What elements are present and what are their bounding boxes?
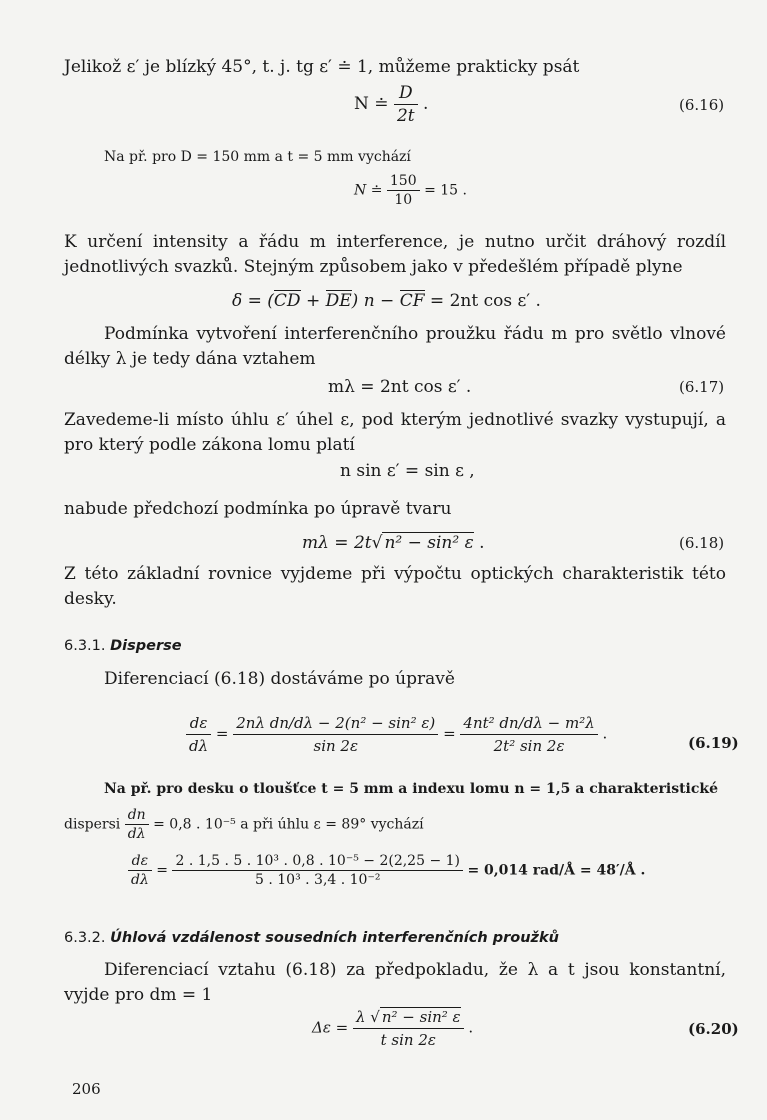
equation-number-6-18: (6.18) <box>679 534 725 552</box>
eqdelta-lhs: δ = ( <box>232 291 274 311</box>
calc-lhs-num: dε <box>128 852 152 871</box>
eq619-eq-1: = <box>215 724 229 743</box>
eq616-lhs: N ≐ <box>354 94 389 114</box>
equation-number-6-19: (6.19) <box>688 734 739 752</box>
section-heading-6-3-2 <box>64 930 559 946</box>
eqN-lhs: N ≐ <box>354 182 383 199</box>
eq619-f1-num: 2nλ dn/dλ − 2(n² − sin² ε) <box>233 712 438 735</box>
example-line-2: Na př. pro desku o tloušťce t = 5 mm a indexu lomu n = 1,5 a charakteristické <box>104 781 718 797</box>
eq620-lhs: Δε = <box>312 1018 349 1037</box>
eq616-den: 2t <box>396 106 415 126</box>
calc-rhs: = 0,014 rad/Å = 48′/Å . <box>467 862 646 879</box>
section-number: 6.3.1. <box>64 638 106 654</box>
disp-label: dispersi <box>64 816 121 833</box>
eq618-radicand: n² − sin² ε <box>384 533 474 553</box>
disp-den: dλ <box>127 826 146 842</box>
eqN-den: 10 <box>394 192 413 208</box>
eq619-f2-num: 4nt² dn/dλ − m²λ <box>460 712 597 735</box>
section-heading-6-3-1 <box>64 638 182 654</box>
eq616-tail: . <box>423 94 429 114</box>
eq619-fraction-2 <box>460 712 597 757</box>
eqN-rhs: = 15 . <box>424 182 467 199</box>
equation-number-6-20: (6.20) <box>688 1020 739 1038</box>
eqdelta-plus: + <box>300 291 326 311</box>
equation-n-value <box>354 172 467 209</box>
dispersion-line <box>64 806 424 843</box>
eq619-eq-2: = <box>443 724 456 743</box>
section-title: Disperse <box>110 638 182 654</box>
equation-6-18 <box>302 532 485 554</box>
calc-fraction <box>172 852 463 889</box>
calc-lhs-den: dλ <box>131 872 149 888</box>
calc-lhs <box>128 852 152 889</box>
paragraph-3: Zavedeme-li místo úhlu ε′ úhel ε, pod kterým jednotlivé svazky vystupují, a pro který podle zákona lomu platí <box>64 410 726 455</box>
equation-6-16 <box>354 82 428 127</box>
paragraph-5: Diferenciací vztahu (6.18) za předpokladu, že λ a t jsou konstantní, vyjde pro dm = 1 <box>64 960 726 1005</box>
equation-snell: n sin ε′ = sin ε , <box>340 461 475 481</box>
equation-calculation <box>128 852 645 889</box>
equation-6-17: mλ = 2nt cos ε′ . <box>328 377 472 397</box>
eqN-num: 150 <box>387 172 420 191</box>
eqN-fraction <box>387 172 420 209</box>
eq616-num: D <box>394 82 418 105</box>
page-number: 206 <box>72 1080 101 1098</box>
eq619-lhs <box>186 712 211 757</box>
eq620-tail: . <box>468 1018 474 1037</box>
paragraph-4: Z této základní rovnice vyjdeme při výpočtu optických charakteristik této desky. <box>64 564 726 609</box>
eq619-fraction-1 <box>233 712 438 757</box>
eq619-f1-den: sin 2ε <box>313 737 359 755</box>
eqdelta-cd: CD <box>273 291 301 311</box>
equation-delta <box>232 290 541 312</box>
disp-fraction <box>125 806 149 843</box>
section-number: 6.3.2. <box>64 930 106 946</box>
eq618-tail: . <box>473 533 485 553</box>
equation-number-6-16: (6.16) <box>679 96 725 114</box>
sqrt-icon: √ <box>370 1008 380 1026</box>
eq620-fraction <box>353 1006 464 1051</box>
text-line-nabude: nabude předchozí podmínka po úpravě tvaru <box>64 499 452 519</box>
paragraph-1: K určení intensity a řádu m interference, je nutno určit dráhový rozdíl jednotlivých svazků. Stejným způsobem jako v předešlém případě plyne <box>64 232 726 277</box>
eq618-lhs: mλ = 2t <box>302 533 372 553</box>
sqrt-icon: √ <box>371 533 383 553</box>
disp-rhs: = 0,8 . 10⁻⁵ a při úhlu ε = 89° vychází <box>153 816 424 833</box>
paragraph-2: Podmínka vytvoření interferenčního proužku řádu m pro světlo vlnové délky λ je tedy dána vztahem <box>64 324 726 369</box>
equation-number-6-17: (6.17) <box>679 378 725 396</box>
eq619-f2-den: 2t² sin 2ε <box>493 737 565 755</box>
eq620-num-pre: λ <box>356 1008 371 1026</box>
calc-den: 5 . 10³ . 3,4 . 10⁻² <box>255 872 381 888</box>
eqdelta-rhs: = 2nt cos ε′ . <box>424 291 541 311</box>
eq620-num <box>353 1006 464 1029</box>
section-title: Úhlová vzdálenost sousedních interferenčních proužků <box>110 930 559 946</box>
eq616-fraction <box>394 82 418 127</box>
eq619-lhs-num: dε <box>186 712 211 735</box>
example-line-1: Na př. pro D = 150 mm a t = 5 mm vychází <box>104 149 411 165</box>
eqdelta-de: DE <box>325 291 352 311</box>
calc-eq: = <box>156 862 169 879</box>
eq619-tail: . <box>602 724 608 743</box>
equation-6-20 <box>312 1006 473 1051</box>
eq619-lhs-den: dλ <box>189 737 209 755</box>
calc-num: 2 . 1,5 . 5 . 10³ . 0,8 . 10⁻⁵ − 2(2,25 − 1) <box>172 852 463 871</box>
eqdelta-cf: CF <box>399 291 425 311</box>
equation-6-19 <box>186 712 607 757</box>
disp-num: dn <box>125 806 149 825</box>
text-line-diferenciaci: Diferenciací (6.18) dostáváme po úpravě <box>104 669 455 689</box>
eq620-radicand: n² − sin² ε <box>381 1008 461 1026</box>
text-line-1: Jelikož ε′ je blízký 45°, t. j. tg ε′ ≐ 1, můžeme prakticky psát <box>64 57 580 77</box>
eqdelta-mid: ) n − <box>351 291 400 311</box>
eq620-den: t sin 2ε <box>380 1031 436 1049</box>
